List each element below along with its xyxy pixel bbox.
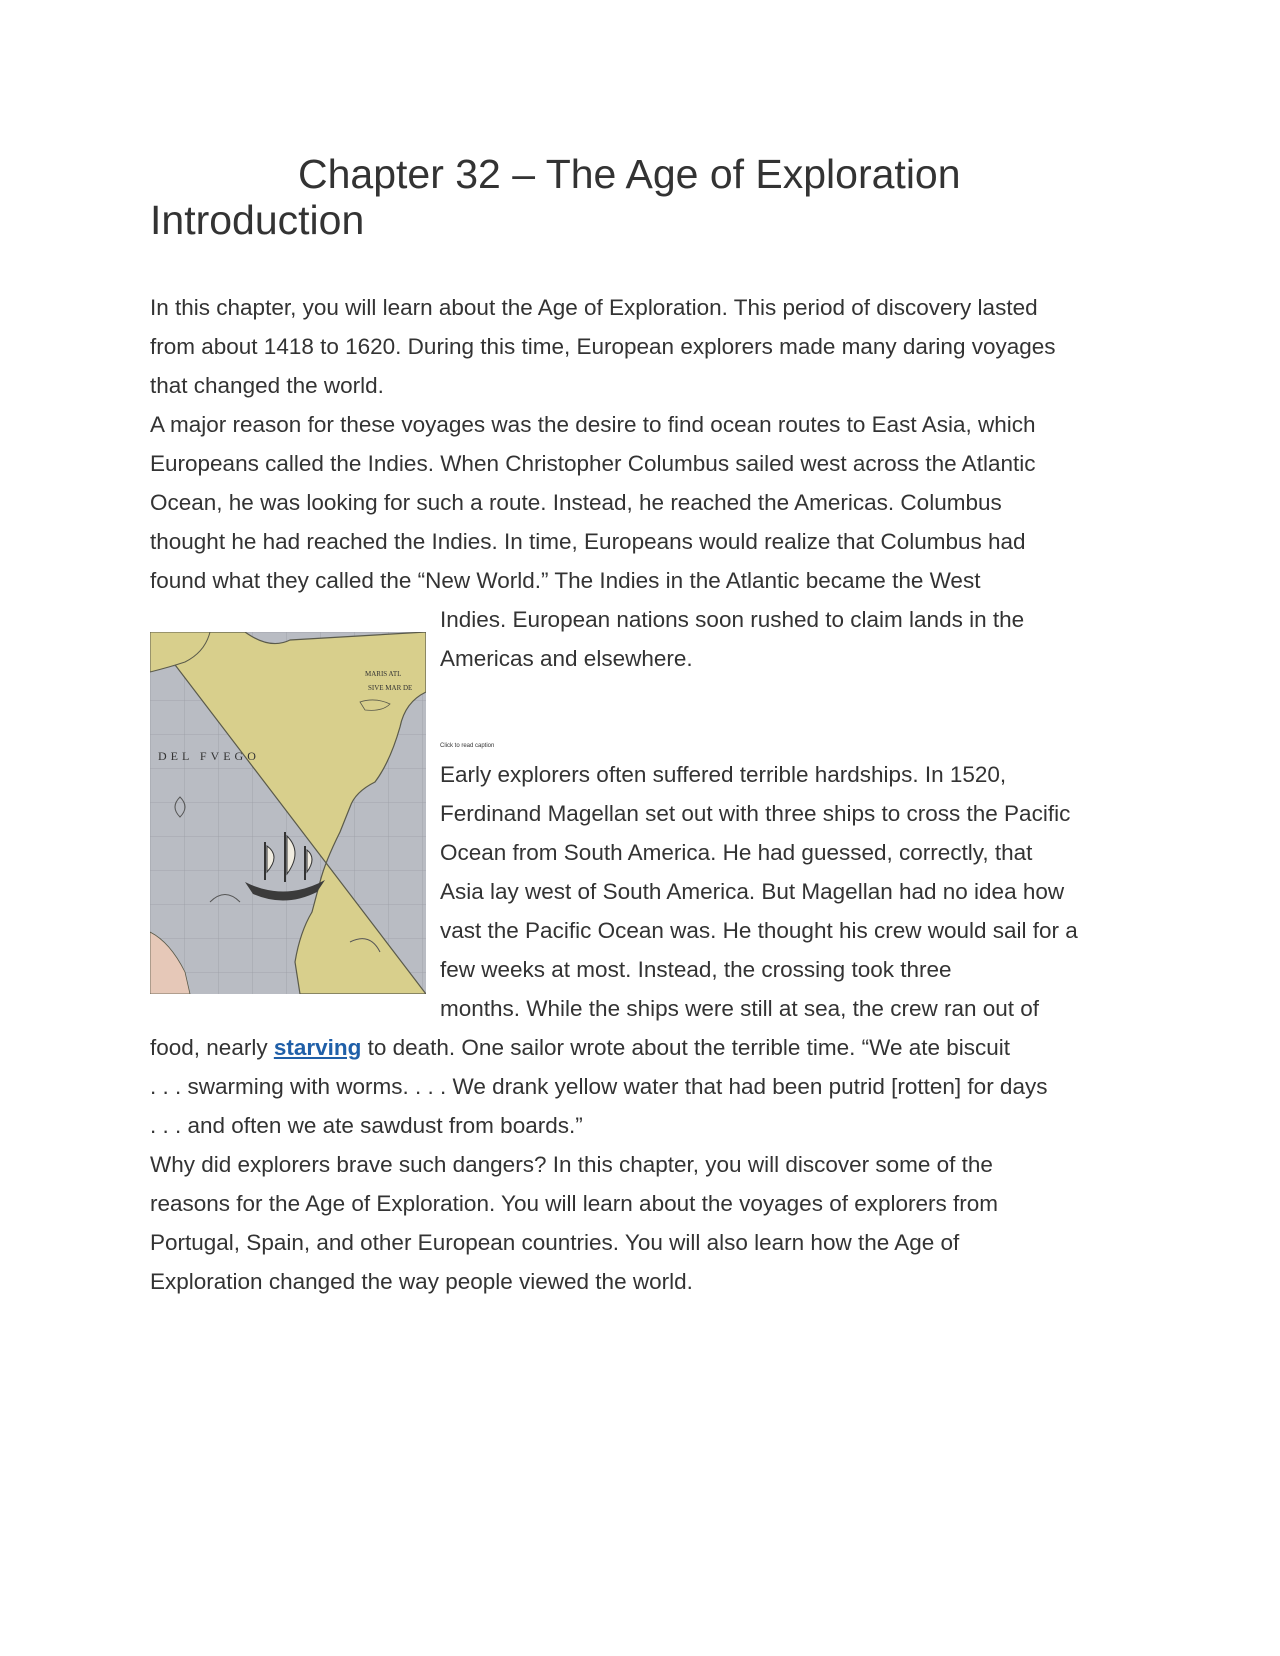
paragraph-line: In this chapter, you will learn about the Age of Exploration. This period of discovery lasted — [150, 295, 1038, 320]
section-title: Introduction — [150, 197, 365, 243]
paragraph-line: months. While the ships were still at sea, the crew ran out of — [440, 996, 1040, 1021]
paragraph-line: . . . swarming with worms. . . . We drank yellow water that had been putrid [rotten] for days — [150, 1074, 1048, 1099]
paragraph-line: Early explorers often suffered terrible hardships. In 1520, — [440, 762, 1007, 787]
paragraph-line: Why did explorers brave such dangers? In this chapter, you will discover some of the — [150, 1152, 993, 1177]
map-label: MARIS ATL — [365, 670, 402, 678]
paragraph-line-with-link — [150, 1028, 1010, 1067]
paragraph-line: found what they called the “New World.” The Indies in the Atlantic became the West — [150, 568, 981, 593]
paragraph-line: few weeks at most. Instead, the crossing took three — [440, 957, 952, 982]
paragraph-line: Exploration changed the way people viewed the world. — [150, 1269, 693, 1294]
paragraph-line: vast the Pacific Ocean was. He thought his crew would sail for a — [440, 918, 1078, 943]
paragraph-line: Ferdinand Magellan set out with three ships to cross the Pacific — [440, 801, 1071, 826]
historical-map-image[interactable] — [150, 632, 426, 994]
paragraph-line: that changed the world. — [150, 373, 384, 398]
paragraph-line: reasons for the Age of Exploration. You will learn about the voyages of explorers from — [150, 1191, 999, 1216]
image-caption-hint[interactable]: Click to read caption — [440, 743, 495, 749]
starving-link[interactable]: starving — [273, 1035, 362, 1060]
text-before-link: food, nearly — [150, 1035, 274, 1060]
map-label: SIVE MAR DE — [368, 684, 413, 692]
paragraph-line: . . . and often we ate sawdust from boards.” — [150, 1113, 583, 1138]
paragraph-line: thought he had reached the Indies. In time, Europeans would realize that Columbus had — [150, 529, 1026, 554]
paragraph-line: Portugal, Spain, and other European countries. You will also learn how the Age of — [150, 1230, 960, 1255]
paragraph-line: A major reason for these voyages was the desire to find ocean routes to East Asia, which — [150, 412, 1036, 437]
map-label: DEL FVEGO — [158, 749, 260, 763]
paragraph-line: Americas and elsewhere. — [440, 646, 693, 671]
paragraph-line: Ocean from South America. He had guessed, correctly, that — [440, 840, 1033, 865]
paragraph-line: Indies. European nations soon rushed to claim lands in the — [440, 607, 1025, 632]
text-after-link: to death. One sailor wrote about the terrible time. “We ate biscuit — [361, 1035, 1011, 1060]
paragraph-line: Asia lay west of South America. But Magellan had no idea how — [440, 879, 1065, 904]
paragraph-line: Ocean, he was looking for such a route. Instead, he reached the Americas. Columbus — [150, 490, 1002, 515]
chapter-title: Chapter 32 – The Age of Exploration — [298, 151, 961, 197]
paragraph-line: Europeans called the Indies. When Christopher Columbus sailed west across the Atlantic — [150, 451, 1036, 476]
paragraph-line: from about 1418 to 1620. During this time, European explorers made many daring voyages — [150, 334, 1056, 359]
